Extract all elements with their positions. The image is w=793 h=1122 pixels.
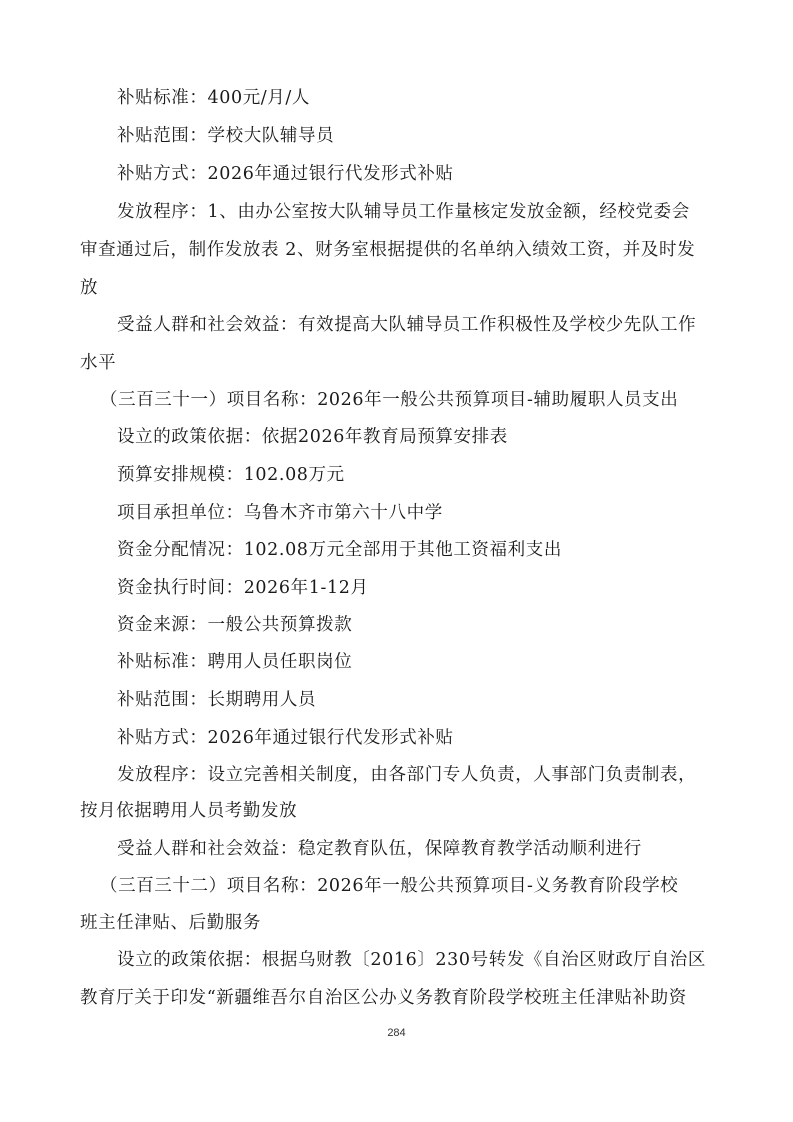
paragraph-line: 补贴范围：学校大队辅导员 [117, 126, 335, 146]
paragraph-line: 受益人群和社会效益：稳定教育队伍，保障教育教学活动顺利进行 [117, 839, 642, 859]
section-heading: （三百三十一）项目名称：2026年一般公共预算项目-辅助履职人员支出 [100, 390, 679, 410]
paragraph-line: 项目承担单位：乌鲁木齐市第六十八中学 [117, 503, 443, 523]
paragraph-line: 发放程序：设立完善相关制度，由各部门专人负责，人事部门负责制表， [117, 765, 697, 785]
paragraph-line: 审查通过后，制作发放表 2、财务室根据提供的名单纳入绩效工资，并及时发 [80, 240, 696, 260]
paragraph-line: 资金执行时间：2026年1-12月 [117, 578, 369, 598]
paragraph-line: 补贴方式：2026年通过银行代发形式补贴 [117, 164, 454, 184]
paragraph-line: 补贴范围：长期聘用人员 [117, 690, 317, 710]
paragraph-line: 资金分配情况：102.08万元全部用于其他工资福利支出 [117, 540, 562, 560]
paragraph-line: 设立的政策依据：依据2026年教育局预算安排表 [117, 427, 508, 447]
paragraph-line: 受益人群和社会效益：有效提高大队辅导员工作积极性及学校少先队工作 [117, 315, 697, 335]
paragraph-line: 补贴标准：400元/月/人 [117, 88, 310, 108]
paragraph-line: 教育厅关于印发“新疆维吾尔自治区公办义务教育阶段学校班主任津贴补助资 [80, 988, 687, 1008]
paragraph-line: 放 [80, 278, 99, 298]
paragraph-line: 补贴标准：聘用人员任职岗位 [117, 652, 353, 672]
paragraph-line: 资金来源：一般公共预算拨款 [117, 615, 353, 635]
paragraph-line: 按月依据聘用人员考勤发放 [80, 801, 298, 821]
paragraph-line: 预算安排规模：102.08万元 [117, 465, 345, 485]
paragraph-line: 水平 [80, 353, 117, 373]
paragraph-line: 补贴方式：2026年通过银行代发形式补贴 [117, 728, 454, 748]
section-heading: 班主任津贴、后勤服务 [80, 913, 261, 933]
section-heading: （三百三十二）项目名称：2026年一般公共预算项目-义务教育阶段学校 [100, 876, 679, 896]
paragraph-line: 设立的政策依据：根据乌财教〔2016〕230号转发《自治区财政厅自治区 [117, 950, 706, 970]
paragraph-line: 发放程序：1、由办公室按大队辅导员工作量核定发放金额，经校党委会 [117, 202, 690, 222]
page-number: 284 [387, 1027, 406, 1039]
